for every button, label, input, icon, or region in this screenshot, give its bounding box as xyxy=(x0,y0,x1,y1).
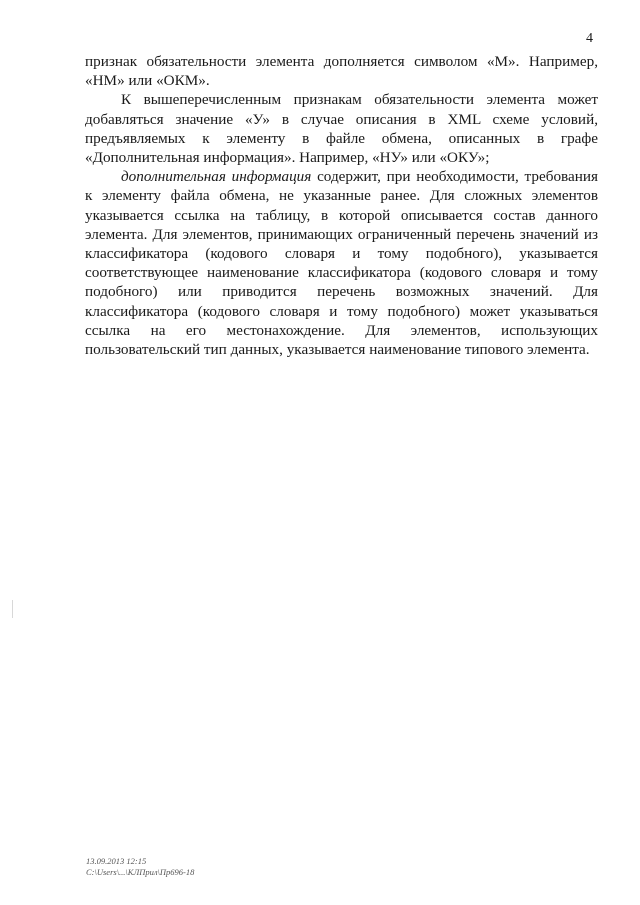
paragraph-mandatory-m: признак обязательности элемента дополняется символом «М». Например, «НМ» или «ОКМ». xyxy=(85,53,598,90)
footer-timestamp: 13.09.2013 12:15 xyxy=(86,856,147,866)
paragraph-condition-u: К вышеперечисленным признакам обязательности элемента может добавляться значение «У» в случае описания в XML схеме условий, предъявляемых к элементу в файле обмена, описанных в графе «Дополнительная информация». Например, «НУ» или «ОКУ»; xyxy=(85,91,598,167)
document-body xyxy=(85,52,598,359)
paragraph-additional-info xyxy=(85,167,598,359)
page-number: 4 xyxy=(586,31,593,46)
paragraph-additional-info-text: содержит, при необходимости, требования к элементу файла обмена, не указанные ранее. Для сложных элементов указывается ссылка на таблицу, в которой описывается состав данного элемента. Для элементов, принимающих ограниченный перечень значений из классификатора (кодового словаря и тому подобного), указывается соответствующее наименование классификатора (кодового словаря и тому подобного) или приводится перечень возможных значений. Для классификатора (кодового словаря и тому подобного) может указываться ссылка на его местонахождение. Для элементов, использующих пользовательский тип данных, указывается наименование типового элемента. xyxy=(85,168,598,359)
margin-scan-mark xyxy=(12,600,13,618)
footer-stamp xyxy=(86,856,194,878)
footer-file-path: C:\Users\...\КЛПрил\Пр696-18 xyxy=(86,867,195,877)
term-additional-info: дополнительная информация xyxy=(121,168,312,186)
